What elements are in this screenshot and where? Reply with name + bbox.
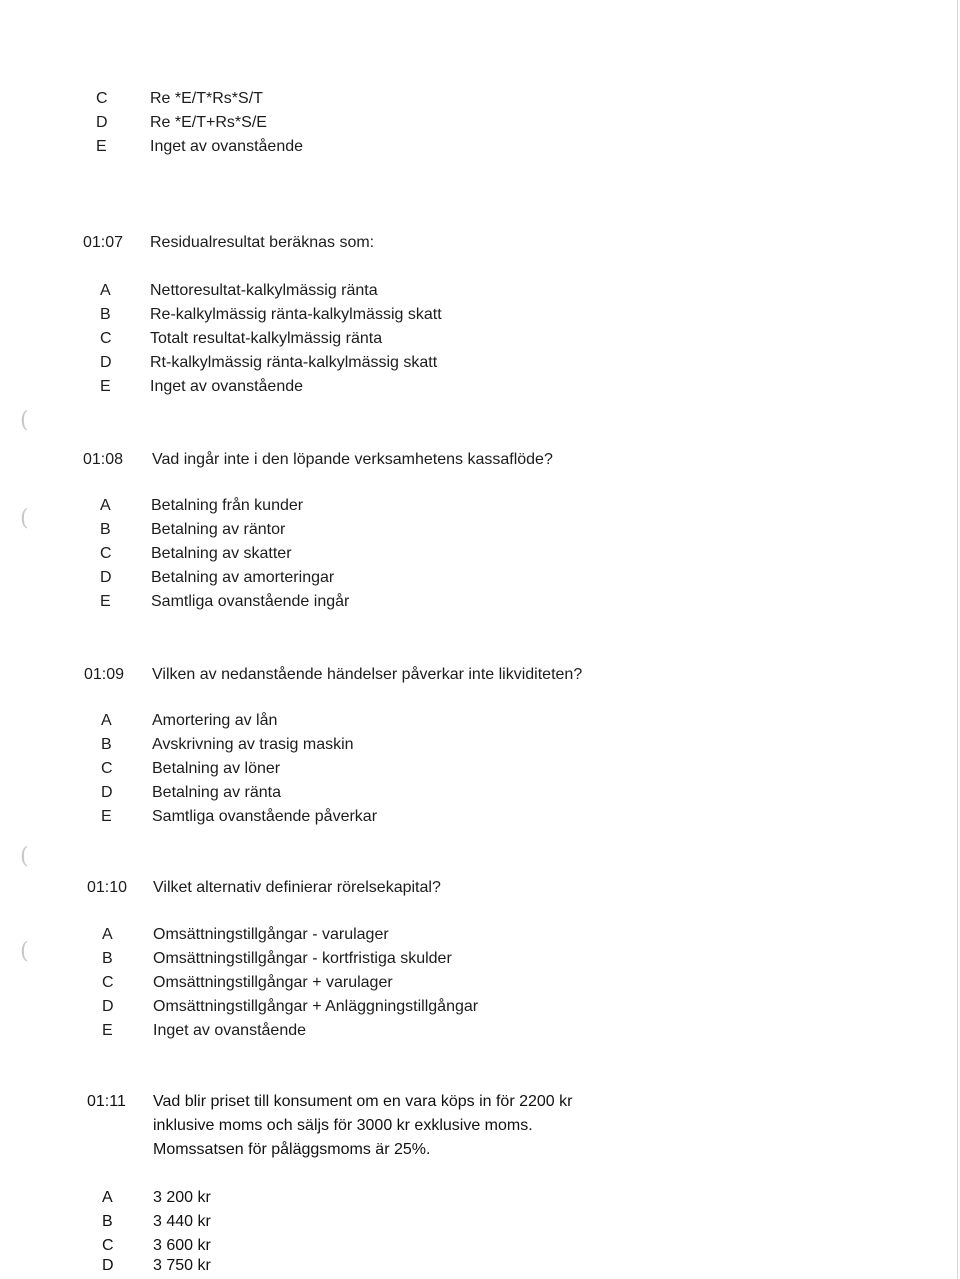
question-text: Vilket alternativ definierar rörelsekapital? bbox=[153, 879, 441, 896]
option-letter: D bbox=[102, 998, 114, 1015]
option-letter: D bbox=[100, 569, 112, 586]
option-text: Inget av ovanstående bbox=[153, 1022, 307, 1039]
option-letter: E bbox=[102, 1022, 113, 1039]
option-text: Omsättningstillgångar - varulager bbox=[153, 926, 389, 943]
option-text: Inget av ovanstående bbox=[150, 378, 304, 395]
option-text: Inget av ovanstående bbox=[150, 138, 304, 155]
question-text-line bbox=[0, 1114, 960, 1138]
option-letter: D bbox=[100, 354, 112, 371]
option-letter: A bbox=[100, 282, 111, 299]
option-text: Omsättningstillgångar + Anläggningstillgångar bbox=[153, 998, 479, 1015]
option-text: Rt-kalkylmässig ränta-kalkylmässig skatt bbox=[150, 354, 438, 371]
option-text: 3 600 kr bbox=[153, 1237, 211, 1254]
option-letter: C bbox=[102, 1237, 114, 1254]
question-number: 01:08 bbox=[83, 451, 124, 468]
scan-edge-line bbox=[957, 0, 958, 1279]
option-letter: B bbox=[102, 1213, 113, 1230]
option-letter: E bbox=[100, 378, 111, 395]
option-text: Re *E/T*Rs*S/T bbox=[150, 90, 263, 107]
question-text: Momssatsen för påläggsmoms är 25%. bbox=[153, 1141, 431, 1158]
option-text: Samtliga ovanstående påverkar bbox=[152, 808, 378, 825]
question-text: inklusive moms och säljs för 3000 kr exklusive moms. bbox=[153, 1117, 533, 1134]
question-header bbox=[0, 663, 960, 687]
option-letter: C bbox=[100, 330, 112, 347]
option-letter: D bbox=[101, 784, 113, 801]
option-letter: C bbox=[101, 760, 113, 777]
option-text: Re *E/T+Rs*S/E bbox=[150, 114, 267, 131]
option-text: Betalning av skatter bbox=[151, 545, 292, 562]
question-text: Vilken av nedanstående händelser påverkar inte likviditeten? bbox=[152, 666, 583, 683]
scan-mark: ( bbox=[20, 506, 29, 531]
question-header bbox=[0, 876, 960, 900]
scan-mark: ( bbox=[20, 408, 29, 433]
option-letter: E bbox=[101, 808, 112, 825]
question-text-line bbox=[0, 1138, 960, 1162]
option-letter: B bbox=[100, 521, 111, 538]
scan-mark: ( bbox=[20, 844, 29, 869]
question-header bbox=[0, 1090, 960, 1114]
option-letter: D bbox=[96, 114, 108, 131]
option-text: Betalning av amorteringar bbox=[151, 569, 335, 586]
option-text: 3 200 kr bbox=[153, 1189, 211, 1206]
question-header bbox=[0, 448, 960, 472]
option-letter: C bbox=[102, 974, 114, 991]
option-text: Omsättningstillgångar + varulager bbox=[153, 974, 393, 991]
option-text: Nettoresultat-kalkylmässig ränta bbox=[150, 282, 378, 299]
option-letter: E bbox=[100, 593, 111, 610]
option-letter: A bbox=[100, 497, 111, 514]
option-letter: C bbox=[96, 90, 108, 107]
scan-mark: ( bbox=[20, 939, 29, 964]
option-text: Omsättningstillgångar - kortfristiga skulder bbox=[153, 950, 452, 967]
option-text: Re-kalkylmässig ränta-kalkylmässig skatt bbox=[150, 306, 442, 323]
option-letter: A bbox=[102, 1189, 113, 1206]
option-letter: A bbox=[101, 712, 112, 729]
option-letter: E bbox=[96, 138, 107, 155]
question-number: 01:10 bbox=[87, 879, 128, 896]
question-number: 01:07 bbox=[83, 234, 124, 251]
question-header bbox=[0, 231, 960, 255]
option-text: Betalning av ränta bbox=[152, 784, 281, 801]
option-text: 3 440 kr bbox=[153, 1213, 211, 1230]
option-text: Amortering av lån bbox=[152, 712, 278, 729]
option-text: Betalning av löner bbox=[152, 760, 281, 777]
option-text: Samtliga ovanstående ingår bbox=[151, 593, 350, 610]
question-text: Vad blir priset till konsument om en vara köps in för 2200 kr bbox=[153, 1093, 573, 1110]
option-letter: B bbox=[101, 736, 112, 753]
question-number: 01:11 bbox=[87, 1093, 126, 1110]
option-letter: B bbox=[100, 306, 111, 323]
option-text: Totalt resultat-kalkylmässig ränta bbox=[150, 330, 383, 347]
option-text: 3 750 kr bbox=[153, 1257, 211, 1274]
option-letter: C bbox=[100, 545, 112, 562]
question-text: Residualresultat beräknas som: bbox=[150, 234, 375, 251]
question-number: 01:09 bbox=[84, 666, 125, 683]
option-text: Betalning av räntor bbox=[151, 521, 286, 538]
option-letter: B bbox=[102, 950, 113, 967]
option-text: Avskrivning av trasig maskin bbox=[152, 736, 354, 753]
option-text: Betalning från kunder bbox=[151, 497, 304, 514]
option-letter: A bbox=[102, 926, 113, 943]
question-text: Vad ingår inte i den löpande verksamhetens kassaflöde? bbox=[152, 451, 553, 468]
option-letter: D bbox=[102, 1257, 114, 1274]
